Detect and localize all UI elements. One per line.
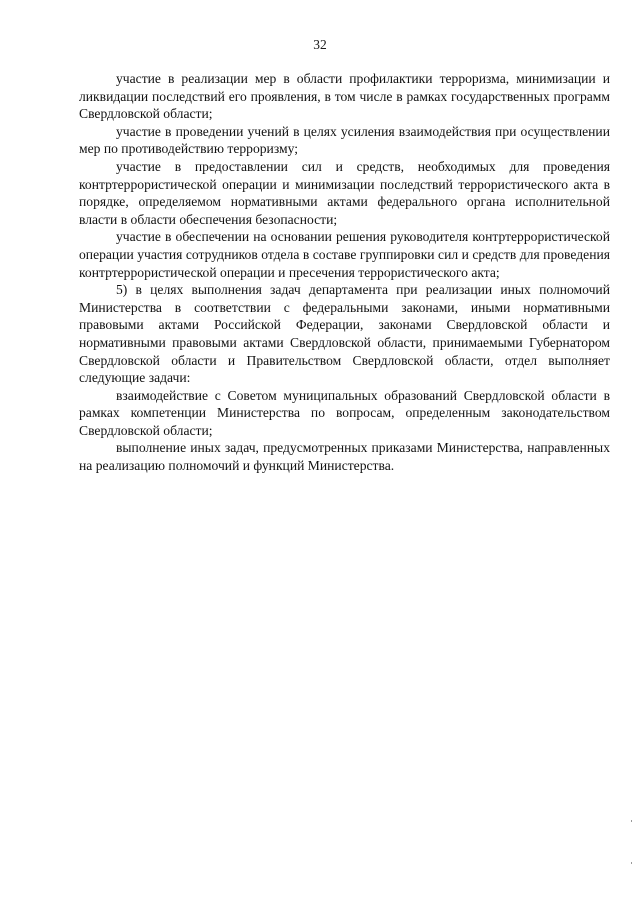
document-body: [79, 70, 610, 475]
paragraph-council-interaction: взаимодействие с Советом муниципальных образований Свердловской области в рамках компетенции Министерства по вопросам, определенным законодательством Свердловской области;: [79, 387, 610, 438]
paragraph-forces-provision: участие в предоставлении сил и средств, необходимых для проведения контртеррористической операции и минимизации последствий террористического акта в порядке, определяемом нормативными актами федерального органа исполнительной власти в области обеспечения безопасности;: [79, 158, 610, 227]
scan-edge-mark: [631, 820, 632, 822]
paragraph-item-5: 5) в целях выполнения задач департамента при реализации иных полномочий Министерства в соответствии с федеральными законами, иными нормативными правовыми актами Российской Федерации, законами Свердловской области и нормативными правовыми актами Свердловской области, принимаемыми Губернатором Свердловской области и Правительством Свердловской области, отдел выполняет следующие задачи:: [79, 282, 610, 386]
paragraph-other-tasks: выполнение иных задач, предусмотренных приказами Министерства, направленных на реализацию полномочий и функций Министерства.: [79, 440, 610, 474]
scan-edge-mark: [631, 862, 632, 864]
paragraph-prevention-measures: участие в реализации мер в области профилактики терроризма, минимизации и ликвидации последствий его проявления, в том числе в рамках государственных программ Свердловской области;: [79, 71, 610, 122]
paragraph-exercises: участие в проведении учений в целях усиления взаимодействия при осуществлении мер по противодействию терроризму;: [79, 123, 610, 157]
page-number: 32: [313, 37, 327, 52]
paragraph-staff-participation: участие в обеспечении на основании решения руководителя контртеррористической операции участия сотрудников отдела в составе группировки сил и средств для проведения контртеррористической операции и пресечения террористического акта;: [79, 229, 610, 280]
